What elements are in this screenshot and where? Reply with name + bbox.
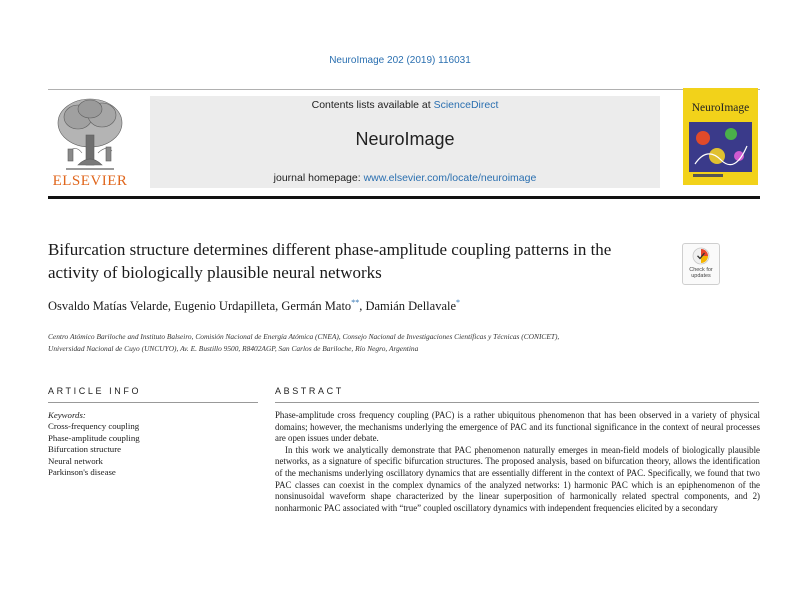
journal-homepage-link[interactable]: www.elsevier.com/locate/neuroimage [363, 172, 537, 184]
publisher-logo[interactable] [48, 95, 132, 190]
abstract-body [275, 410, 760, 514]
header-top-rule [48, 89, 760, 90]
article-info-rule [48, 402, 258, 403]
contents-prefix: Contents lists available at [311, 99, 434, 111]
author-mark[interactable]: * [456, 298, 461, 307]
journal-banner [150, 96, 660, 188]
abstract-paragraph: In this work we analytically demonstrate that PAC phenomenon naturally emerges in mean-field models of biologically plausible networks, as a signature of specific bifurcation structures. The proposed analysis, based on bifurcation theory, allows the identification of the mechanisms underlying oscillatory dynamics that are essentially different in the context of PAC. Specifically, we found that two PAC classes can coexist in the complex dynamics of the analyzed networks: 1) harmonic PAC which is an epiphenomenon of the nonsinusoidal waveform shape characterized by the linear superposition of harmonically related spectral components, and 2) nonharmonic PAC associated with “true” coupled oscillatory dynamics with independent frequencies elicited by a secondary [275, 444, 760, 513]
author-name[interactable]: Osvaldo Matías Velarde [48, 299, 168, 314]
keyword-item: Cross-frequency coupling [48, 421, 140, 432]
abstract-rule [275, 402, 759, 403]
author-mark[interactable]: ** [351, 298, 360, 307]
check-for-updates-button[interactable] [682, 243, 720, 285]
homepage-prefix: journal homepage: [273, 172, 364, 184]
author-separator: , [167, 299, 175, 314]
citation-line[interactable]: NeuroImage 202 (2019) 116031 [329, 55, 471, 66]
author-separator: , [359, 299, 366, 314]
elsevier-tree-icon [48, 95, 132, 173]
keyword-item: Phase-amplitude coupling [48, 432, 140, 443]
keywords-label: Keywords: [48, 410, 86, 420]
author-list [48, 298, 688, 314]
sciencedirect-link[interactable]: ScienceDirect [433, 99, 499, 111]
check-updates-label: Check for updates [689, 267, 713, 279]
journal-cover-thumbnail[interactable] [683, 88, 758, 185]
abstract-paragraph: Phase-amplitude cross frequency coupling (PAC) is a rather ubiquitous phenomenon that has been observed in a variety of physical domains; however, the mechanisms underlying the emergence of PAC and its functional significance in the context of neural processes are open issues under debate. [275, 410, 760, 444]
contents-availability-line [150, 99, 660, 111]
journal-homepage-line [150, 172, 660, 184]
keywords-list [48, 421, 258, 478]
author-affiliation [48, 331, 758, 355]
affiliation-line: Centro Atómico Bariloche and Instituto Balseiro, Comisión Nacional de Energía Atómica (CNEA), Consejo Nacional de Investigaciones Científicas y Técnicas (CONICET), [48, 332, 560, 341]
cover-title: NeuroImage [691, 102, 750, 114]
article-info-heading: ARTICLE INFO [48, 386, 142, 396]
keywords-block [48, 410, 258, 478]
header-divider [48, 196, 760, 199]
journal-name: NeuroImage [355, 129, 455, 149]
check-updates-icon [692, 247, 710, 265]
cover-art-icon [687, 116, 754, 180]
keyword-item: Parkinson's disease [48, 467, 116, 478]
author-name[interactable]: Damián Dellavale [365, 299, 457, 314]
article-title: Bifurcation structure determines different phase-amplitude coupling patterns in the activity of biologically plausible neural networks [48, 240, 612, 282]
abstract-heading: ABSTRACT [275, 386, 344, 396]
author-name[interactable]: Eugenio Urdapilleta [174, 299, 276, 314]
author-separator: , [275, 299, 282, 314]
keyword-item: Neural network [48, 455, 103, 466]
keyword-item: Bifurcation structure [48, 444, 122, 455]
author-name[interactable]: Germán Mato [281, 299, 352, 314]
affiliation-line: Universidad Nacional de Cuyo (UNCUYO), Av. E. Bustillo 9500, R8402AGP, San Carlos de Bariloche, Río Negro, Argentina [48, 344, 419, 353]
publisher-wordmark: ELSEVIER [52, 173, 128, 189]
